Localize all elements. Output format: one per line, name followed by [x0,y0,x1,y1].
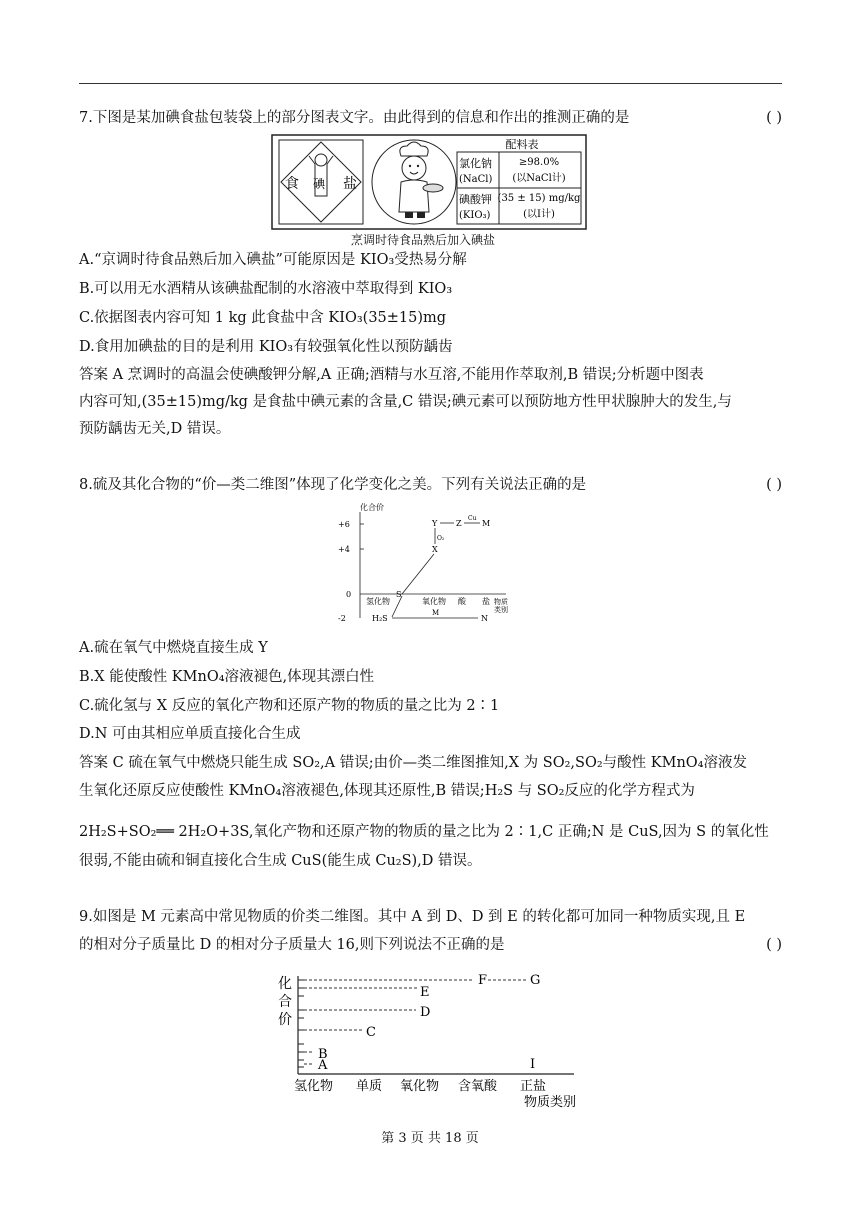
q8-xcat-4: 酸 [458,597,466,606]
q8-xlabel-2: 类别 [494,606,508,614]
row2-value: (35 ± 15) mg/kg [497,193,581,204]
q8-label-M-top: M [482,519,491,528]
q9-point-F: F [478,973,488,988]
page-footer: 第 3 页 共 18 页 [381,1131,479,1146]
q9-point-D: D [420,1005,431,1020]
q9-point-E: E [420,985,430,1000]
q7-figure [271,134,587,234]
q8-ylabel: 化合价 [360,503,384,512]
q9-stem-line-2: 的相对分子质量比 D 的相对分子质量大 16,则下列说法不正确的是 ( ) [79,937,782,953]
q8-label-O2: O₂ [437,535,445,542]
q8-ytick-m2: -2 [338,614,346,623]
q8-answer-line-2: 生氧化还原反应使酸性 KMnO₄溶液褪色,体现其还原性,B 错误;H₂S 与 SO₂反应的化学方程式为 [79,783,695,799]
q7-bracket: ( ) [766,110,782,126]
q7-answer-line-3: 预防龋齿无关,D 错误。 [79,421,231,437]
q9-point-I: I [530,1057,536,1072]
q9-stem-line-1: 9.如图是 M 元素高中常见物质的价类二维图。其中 A 到 D、D 到 E 的转化都可加同一种物质实现,且 E [79,909,746,925]
q8-xcat-1: 氢化物 [366,597,390,606]
q9-ylabel-2: 合 [278,994,292,1010]
header-rule [79,83,782,84]
q9-xcat-3: 氧化物 [400,1079,440,1094]
q9-bracket: ( ) [766,937,782,953]
q9-point-A: A [318,1058,328,1073]
q8-answer-line-4: 很弱,不能由硫和铜直接化合生成 CuS(能生成 Cu₂S),D 错误。 [79,853,482,869]
q8-label-M-bottom: M [432,609,440,617]
q9-point-C: C [366,1025,376,1040]
q7-answer-line-1: 答案 A 烹调时的高温会使碘酸钾分解,A 正确;酒精与水互溶,不能用作萃取剂,B 错误;分析题中图表 [79,367,704,383]
q7-caption: 烹调时待食品熟后加入碘盐 [351,233,496,247]
q8-chart [336,500,526,630]
q9-chart [274,966,594,1112]
row1-value: ≥98.0% [518,157,560,168]
q9-xlabel: 物质类别 [524,1095,577,1108]
table-title: 配料表 [505,138,539,151]
q8-label-S: S [396,590,402,599]
q9-xcat-2: 单质 [356,1079,383,1094]
q8-xcat-5: 盐 [482,597,490,606]
q8-option-c: C.硫化氢与 X 反应的氧化产物和还原产物的物质的量之比为 2∶1 [79,698,500,714]
q8-option-b: B.X 能使酸性 KMnO₄溶液褪色,体现其漂白性 [79,669,375,685]
row2-formula: (KIO₃) [459,210,491,221]
q7-stem: 7.下图是某加碘食盐包装袋上的部分图表文字。由此得到的信息和作出的推测正确的是 ( ) [79,110,782,126]
q9-ylabel-1: 化 [278,976,292,992]
q8-option-d: D.N 可由其相应单质直接化合生成 [79,726,301,742]
q8-label-Cu: Cu [468,515,477,522]
q8-xlabel-1: 物质 [494,598,508,606]
q9-point-G: G [530,973,541,988]
row1-formula: (NaCl) [459,174,493,185]
logo-char-1: 食 [285,176,299,192]
q8-xcat-3: 氧化物 [422,597,446,606]
q8-label-H2S: H₂S [372,614,388,623]
row2-name: 碘酸钾 [459,193,492,206]
q8-ytick-p4: +4 [338,545,350,554]
q9-xcat-4: 含氧酸 [458,1079,498,1094]
q8-label-Y: Y [432,519,438,528]
q8-answer-line-1: 答案 C 硫在氧气中燃烧只能生成 SO₂,A 错误;由价—类二维图推知,X 为 SO₂,SO₂与酸性 KMnO₄溶液发 [79,755,747,771]
row1-name: 氯化钠 [459,157,492,170]
q8-answer-line-3: 2H₂S+SO₂══ 2H₂O+3S,氧化产物和还原产物的物质的量之比为 2∶1,C 正确;N 是 CuS,因为 S 的氧化性 [79,824,769,840]
q9-point-B: B [318,1047,328,1062]
q8-label-N: N [481,614,488,623]
row2-note: (以I计) [523,209,555,220]
q8-ytick-p6: +6 [338,520,350,529]
logo-char-3: 盐 [343,176,357,192]
q9-ylabel-3: 价 [278,1012,292,1028]
q7-option-b: B.可以用无水酒精从该碘盐配制的水溶液中萃取得到 KIO₃ [79,281,453,297]
q8-label-Z: Z [456,519,462,528]
q9-xcat-1: 氢化物 [294,1079,334,1094]
q8-label-X: X [432,545,438,554]
q7-option-c: C.依据图表内容可知 1 kg 此食盐中含 KIO₃(35±15)mg [79,310,447,326]
q9-xcat-5: 正盐 [520,1079,547,1094]
q8-ytick-0: 0 [346,590,352,599]
q7-answer-line-2: 内容可知,(35±15)mg/kg 是食盐中碘元素的含量,C 错误;碘元素可以预防地方性甲状腺肿大的发生,与 [79,394,732,410]
logo-char-2: 碘 [313,177,326,191]
q8-option-a: A.硫在氧气中燃烧直接生成 Y [79,640,268,656]
q8-bracket: ( ) [766,477,782,493]
q7-option-a: A.“京调时待食品熟后加入碘盐”可能原因是 KIO₃受热易分解 [79,252,467,268]
row1-note: (以NaCl计) [512,173,566,184]
q8-stem: 8.硫及其化合物的“价—类二维图”体现了化学变化之美。下列有关说法正确的是 ( ) [79,477,782,493]
q7-option-d: D.食用加碘盐的目的是利用 KIO₃有较强氧化性以预防龋齿 [79,339,453,355]
